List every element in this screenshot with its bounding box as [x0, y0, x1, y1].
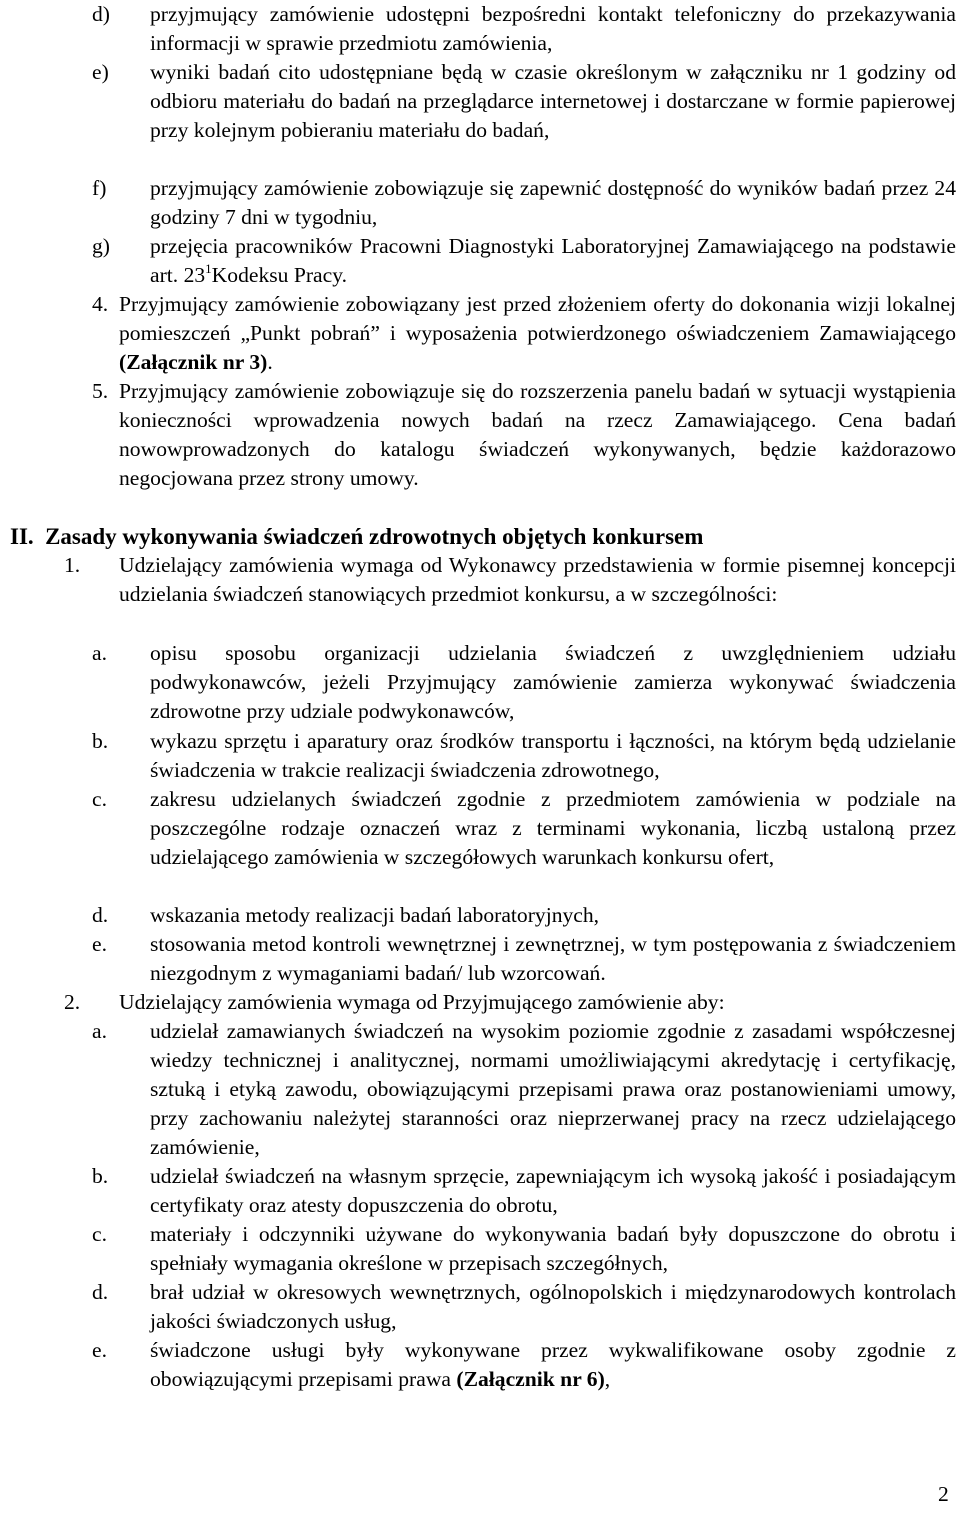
- superscript: 1: [205, 261, 212, 276]
- list-marker: 1.: [64, 553, 81, 577]
- list-item-text: wykazu sprzętu i aparatury oraz środków transportu i łączności, na którym będą udzielanie świadczenia w trakcie realizacji świadczenia zdrowotnego,: [150, 729, 956, 782]
- list-item-text: wskazania metody realizacji badań laboratoryjnych,: [150, 903, 600, 927]
- sub-item-e: [92, 1336, 956, 1394]
- list-marker: b.: [92, 1164, 109, 1188]
- sub-item-c: [92, 785, 956, 872]
- list-marker: e.: [92, 1338, 107, 1362]
- list-item-text: przyjmujący zamówienie zobowiązuje się zapewnić dostępność do wyników badań przez 24 godziny 7 dni w tygodniu,: [150, 176, 956, 229]
- annex-reference: (Załącznik nr 3): [119, 350, 268, 374]
- list-item-d: [92, 0, 956, 58]
- list-item-text: Przyjmujący zamówienie zobowiązuje się do rozszerzenia panelu badań w sytuacji wystąpienia konieczności wprowadzenia nowych badań na rzecz Zamawiającego. Cena badań nowowprowadzonych do katalogu świadczeń wykonywanych, będzie każdorazowo negocjowana przez strony umowy.: [119, 379, 956, 490]
- text-part: świadczone usługi były wykonywane przez wykwalifikowane osoby zgodnie z obowiązującymi przepisami prawa: [150, 1338, 956, 1391]
- numbered-item-5: [92, 377, 956, 493]
- list-item-text: przyjmujący zamówienie udostępni bezpośredni kontakt telefoniczny do przekazywania informacji w sprawie przedmiotu zamówienia,: [150, 2, 956, 55]
- list-item-text: [150, 1336, 956, 1394]
- text-part: Kodeksu Pracy.: [211, 263, 348, 287]
- list-marker: 4.: [92, 292, 109, 316]
- list-marker: d.: [92, 1280, 109, 1304]
- text-part: .: [267, 350, 273, 374]
- list-item-e: [92, 58, 956, 145]
- text-part: ,: [604, 1367, 611, 1391]
- section-number: II.: [10, 524, 34, 549]
- list-marker: a.: [92, 641, 107, 665]
- list-marker: a.: [92, 1019, 107, 1043]
- list-item-text: udzielał zamawianych świadczeń na wysokim poziomie zgodnie z zasadami współczesnej wiedzy technicznej i analitycznej, normami umożliwiającymi akredytację i certyfikację, sztuką i etyką zawodu, obowiązującymi przepisami prawa oraz postanowieniami umowy, przy zachowaniu należytej staranności oraz nieprzerwanej pracy na rzecz udzielającego zamówienie,: [150, 1019, 956, 1159]
- list-marker: e): [92, 60, 109, 84]
- annex-reference: (Załącznik nr 6): [456, 1367, 605, 1391]
- list-marker: f): [92, 176, 107, 200]
- list-item-text: udzielał świadczeń na własnym sprzęcie, zapewniającym ich wysoką jakość i posiadającym certyfikaty oraz atesty dopuszczenia do obrotu,: [150, 1164, 956, 1217]
- text-part: przejęcia pracowników Pracowni Diagnostyki Laboratoryjnej Zamawiającego na podstawie art. 23: [150, 234, 956, 287]
- sub-item-a: [92, 639, 956, 726]
- sub-item-e: [92, 930, 956, 988]
- section-item-2: [64, 988, 956, 1017]
- section-heading: [10, 522, 956, 552]
- list-marker: e.: [92, 932, 107, 956]
- text-part: Przyjmujący zamówienie zobowiązany jest przed złożeniem oferty do dokonania wizji lokalnej pomieszczeń „Punkt pobrań” i wyposażenia potwierdzonego oświadczeniem Zamawiającego: [119, 292, 956, 345]
- list-item-text: [119, 290, 956, 377]
- list-marker: c.: [92, 787, 107, 811]
- list-item-text: opisu sposobu organizacji udzielania świadczeń z uwzględnieniem udziału podwykonawców, jeżeli Przyjmujący zamówienie zamierza wykonywać świadczenia zdrowotne przy udziale podwykonawców,: [150, 641, 956, 723]
- list-item-text: Udzielający zamówienia wymaga od Przyjmującego zamówienie aby:: [119, 990, 725, 1014]
- list-marker: 5.: [92, 379, 109, 403]
- sub-item-d: [92, 901, 956, 930]
- sub-item-a: [92, 1017, 956, 1162]
- sub-item-b: [92, 727, 956, 785]
- numbered-item-4: [92, 290, 956, 377]
- list-item-f: [92, 174, 956, 232]
- list-item-text: brał udział w okresowych wewnętrznych, ogólnopolskich i międzynarodowych kontrolach jakości świadczonych usług,: [150, 1280, 956, 1333]
- section-title: Zasady wykonywania świadczeń zdrowotnych objętych konkursem: [45, 524, 704, 549]
- list-marker: d): [92, 2, 110, 26]
- list-item-text: wyniki badań cito udostępniane będą w czasie określonym w załączniku nr 1 godziny od odbioru materiału do badań na przeglądarce internetowej i dostarczane w formie papierowej przy kolejnym pobieraniu materiału do badań,: [150, 60, 956, 142]
- list-marker: b.: [92, 729, 109, 753]
- list-marker: 2.: [64, 990, 81, 1014]
- list-marker: c.: [92, 1222, 107, 1246]
- list-item-text: stosowania metod kontroli wewnętrznej i zewnętrznej, w tym postępowania z świadczeniem niezgodnym z wymaganiami badań/ lub wzorcowań.: [150, 932, 956, 985]
- list-item-text: materiały i odczynniki używane do wykonywania badań były dopuszczone do obrotu i spełniały wymagania określone w przepisach szczegółnych,: [150, 1222, 956, 1275]
- list-item-text: Udzielający zamówienia wymaga od Wykonawcy przedstawienia w formie pisemnej koncepcji udzielania świadczeń stanowiących przedmiot konkursu, a w szczególności:: [119, 553, 956, 606]
- sub-item-b: [92, 1162, 956, 1220]
- list-item-g: [92, 232, 956, 290]
- sub-item-d: [92, 1278, 956, 1336]
- page-number: 2: [938, 1482, 949, 1506]
- sub-item-c: [92, 1220, 956, 1278]
- list-item-text: zakresu udzielanych świadczeń zgodnie z przedmiotem zamówienia w podziale na poszczególne rodzaje oznaczeń wraz z terminami wykonania, liczbą ustaloną przez udzielającego zamówienia w szczegółowych warunkach konkursu ofert,: [150, 787, 956, 869]
- list-marker: g): [92, 234, 110, 258]
- list-marker: d.: [92, 903, 109, 927]
- section-item-1: [64, 551, 956, 609]
- list-item-text: [150, 232, 956, 290]
